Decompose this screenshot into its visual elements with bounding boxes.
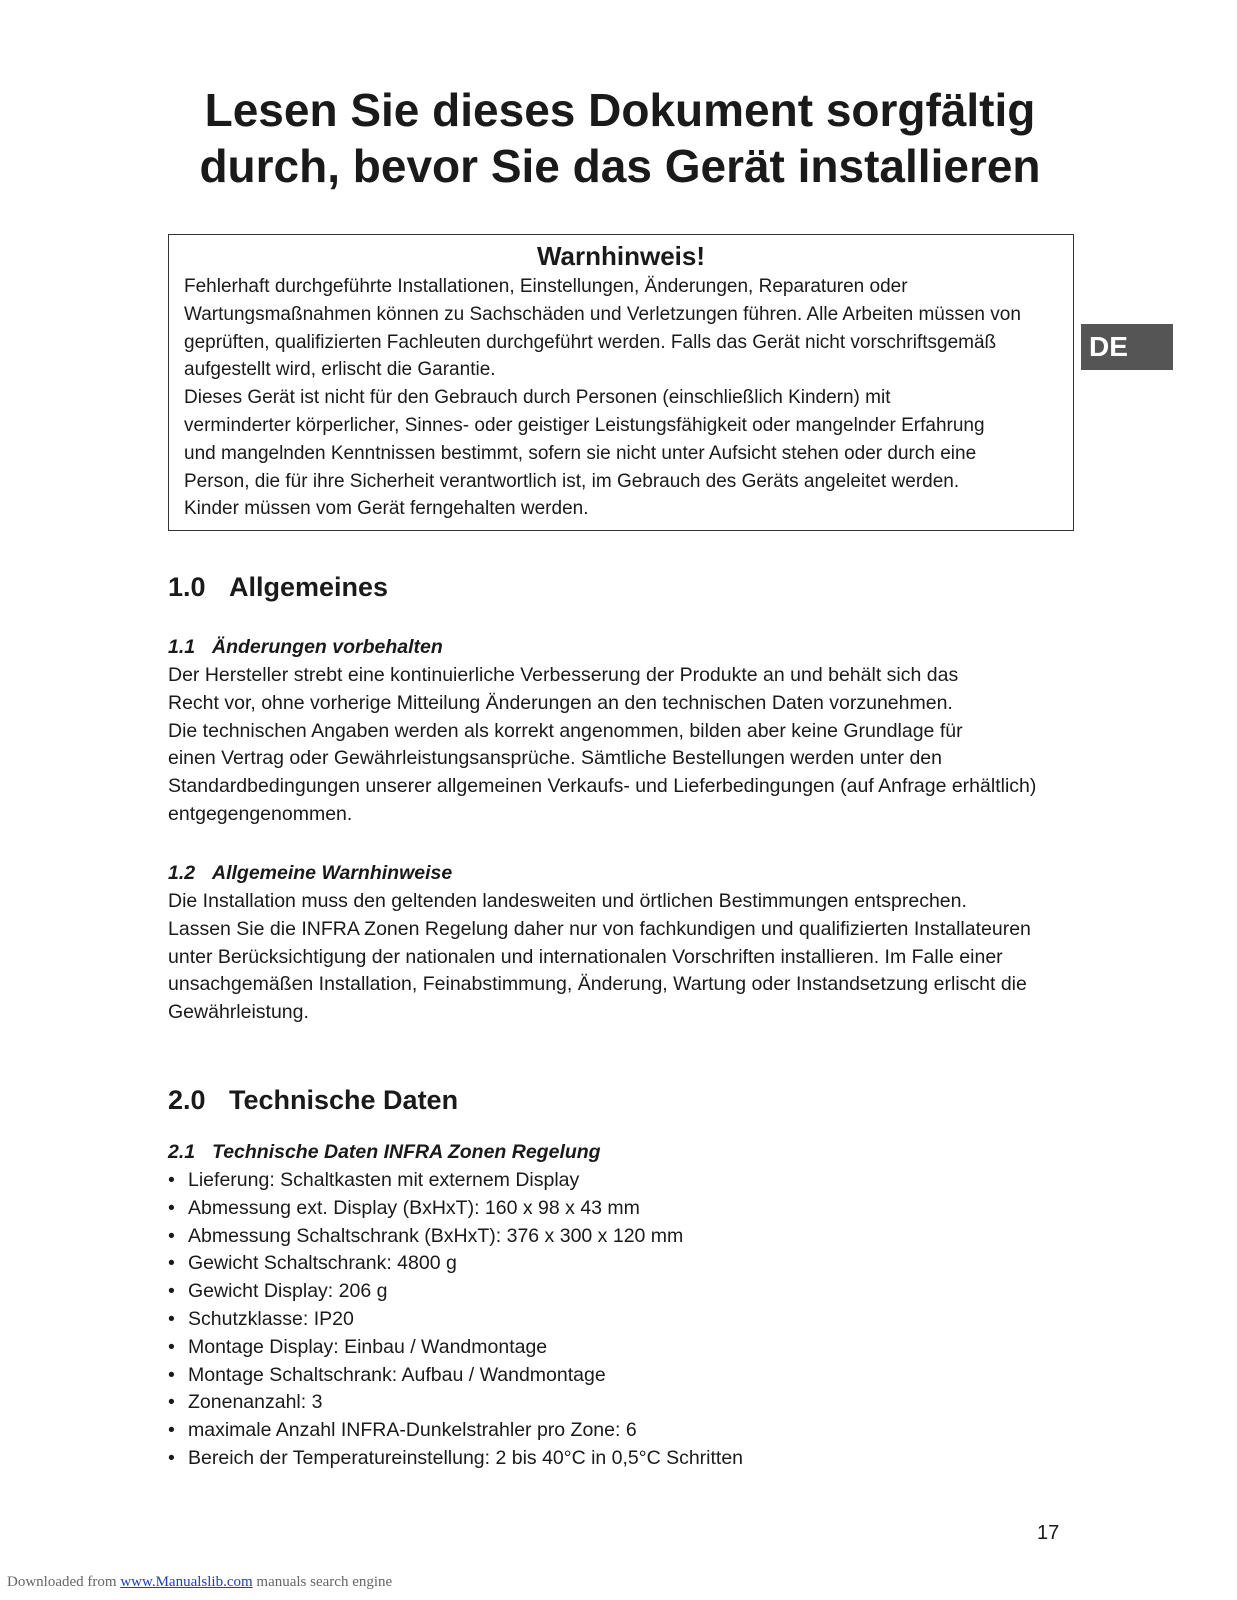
- paragraph-line: Die Installation muss den geltenden landesweiten und örtlichen Bestimmungen entsprechen.: [168, 890, 967, 912]
- list-item-text: Gewicht Display: 206 g: [188, 1280, 388, 1303]
- bullet: •: [168, 1446, 175, 1469]
- list-item: [168, 1278, 743, 1306]
- bullet: •: [168, 1280, 175, 1303]
- bullet: •: [168, 1252, 175, 1275]
- list-item: [168, 1223, 743, 1251]
- subsection-number: 2.1: [168, 1141, 196, 1163]
- warning-line: Fehlerhaft durchgeführte Installationen, Einstellungen, Änderungen, Reparaturen oder: [184, 276, 908, 297]
- bullet: •: [168, 1391, 175, 1414]
- subsection-title: Allgemeine Warnhinweise: [212, 862, 453, 884]
- subsection-heading-aenderungen: [168, 634, 443, 660]
- list-item: [168, 1167, 743, 1195]
- subsection-title: Technische Daten INFRA Zonen Regelung: [212, 1141, 601, 1163]
- warning-line: und mangelnden Kenntnissen bestimmt, sofern sie nicht unter Aufsicht stehen oder durch eine: [184, 442, 977, 464]
- warning-line: Kinder müssen vom Gerät ferngehalten werden.: [184, 498, 589, 520]
- list-item: [168, 1362, 743, 1390]
- warning-text: [184, 273, 1084, 523]
- section-heading-allgemeines: [168, 570, 388, 604]
- paragraph-line: entgegengenommen.: [168, 802, 353, 825]
- paragraph-aenderungen: [168, 662, 1088, 829]
- bullet: •: [168, 1169, 175, 1191]
- section-title: Allgemeines: [229, 572, 389, 602]
- page-title-line-1: Lesen Sie dieses Dokument sorgfältig: [204, 84, 1036, 136]
- warning-line: verminderter körperlicher, Sinnes- oder geistiger Leistungsfähigkeit oder mangelnder Erfahrung: [184, 414, 985, 436]
- subsection-heading-warnhinweise: [168, 860, 452, 886]
- section-heading-technische-daten: [168, 1083, 458, 1117]
- list-item: [168, 1417, 743, 1445]
- section-number: 1.0: [168, 572, 206, 602]
- paragraph-warnhinweise: [168, 888, 1088, 1027]
- list-item-text: Lieferung: Schaltkasten mit externem Display: [188, 1169, 580, 1191]
- list-item: [168, 1250, 743, 1278]
- list-item-text: maximale Anzahl INFRA-Dunkelstrahler pro Zone: 6: [188, 1419, 637, 1442]
- list-item: [168, 1445, 743, 1473]
- list-item-text: Gewicht Schaltschrank: 4800 g: [188, 1252, 457, 1275]
- subsection-number: 1.2: [168, 862, 196, 884]
- bullet: •: [168, 1419, 175, 1442]
- subsection-number: 1.1: [168, 636, 196, 658]
- warning-line: Wartungsmaßnahmen können zu Sachschäden und Verletzungen führen. Alle Arbeiten müssen von: [184, 303, 1021, 325]
- bullet: •: [168, 1335, 175, 1358]
- list-item-text: Abmessung Schaltschrank (BxHxT): 376 x 300 x 120 mm: [188, 1224, 684, 1247]
- subsection-heading-technische-daten-infra: [168, 1139, 601, 1165]
- list-item: [168, 1306, 743, 1334]
- footer-prefix: Downloaded from: [7, 1574, 121, 1590]
- list-item-text: Montage Display: Einbau / Wandmontage: [188, 1335, 548, 1358]
- list-item-text: Bereich der Temperatureinstellung: 2 bis 40°C in 0,5°C Schritten: [188, 1446, 744, 1469]
- paragraph-line: Die technischen Angaben werden als korrekt angenommen, bilden aber keine Grundlage für: [168, 719, 963, 742]
- paragraph-line: Gewährleistung.: [168, 1001, 309, 1024]
- paragraph-line: unsachgemäßen Installation, Feinabstimmung, Änderung, Wartung oder Instandsetzung erlischt die: [168, 973, 1027, 996]
- paragraph-line: Der Hersteller strebt eine kontinuierliche Verbesserung der Produkte an und behält sich das: [168, 664, 959, 686]
- paragraph-line: unter Berücksichtigung der nationalen und internationalen Vorschriften installieren. Im Falle einer: [168, 945, 1003, 968]
- warning-line: Person, die für ihre Sicherheit verantwortlich ist, im Gebrauch des Geräts angeleitet werden.: [184, 470, 960, 492]
- page-title-line-2: durch, bevor Sie das Gerät installieren: [199, 140, 1041, 192]
- warning-line: Dieses Gerät ist nicht für den Gebrauch durch Personen (einschließlich Kindern) mit: [184, 387, 891, 409]
- list-item: [168, 1334, 743, 1362]
- manualslib-link[interactable]: www.Manualslib.com: [120, 1574, 253, 1590]
- section-title: Technische Daten: [229, 1085, 459, 1115]
- page-title: [120, 82, 1120, 194]
- download-footer: [7, 1573, 392, 1591]
- bullet: •: [168, 1363, 175, 1386]
- warning-box: [168, 234, 1074, 531]
- page-number: 17: [1037, 1522, 1060, 1544]
- spec-list: [168, 1167, 743, 1473]
- list-item-text: Schutzklasse: IP20: [188, 1307, 354, 1330]
- subsection-title: Änderungen vorbehalten: [212, 636, 443, 658]
- list-item: [168, 1195, 743, 1223]
- paragraph-line: einen Vertrag oder Gewährleistungsansprüche. Sämtliche Bestellungen werden unter den: [168, 747, 942, 770]
- warning-line: geprüften, qualifizierten Fachleuten durchgeführt werden. Falls das Gerät nicht vorschriftsgemäß: [184, 331, 997, 353]
- warning-heading: Warnhinweis!: [536, 241, 706, 271]
- bullet: •: [168, 1224, 175, 1247]
- list-item-text: Montage Schaltschrank: Aufbau / Wandmontage: [188, 1363, 606, 1386]
- paragraph-line: Standardbedingungen unserer allgemeinen Verkaufs- und Lieferbedingungen (auf Anfrage erhältlich): [168, 775, 1037, 798]
- list-item: [168, 1389, 743, 1417]
- language-tab: DE: [1081, 324, 1173, 370]
- bullet: •: [168, 1307, 175, 1330]
- paragraph-line: Recht vor, ohne vorherige Mitteilung Änderungen an den technischen Daten vorzunehmen.: [168, 691, 953, 714]
- list-item-text: Zonenanzahl: 3: [188, 1391, 323, 1414]
- list-item-text: Abmessung ext. Display (BxHxT): 160 x 98 x 43 mm: [188, 1196, 640, 1219]
- paragraph-line: Lassen Sie die INFRA Zonen Regelung daher nur von fachkundigen und qualifizierten Installateuren: [168, 917, 1031, 940]
- footer-suffix: manuals search engine: [252, 1574, 393, 1590]
- bullet: •: [168, 1196, 175, 1219]
- section-number: 2.0: [168, 1085, 206, 1115]
- warning-line: aufgestellt wird, erlischt die Garantie.: [184, 359, 496, 381]
